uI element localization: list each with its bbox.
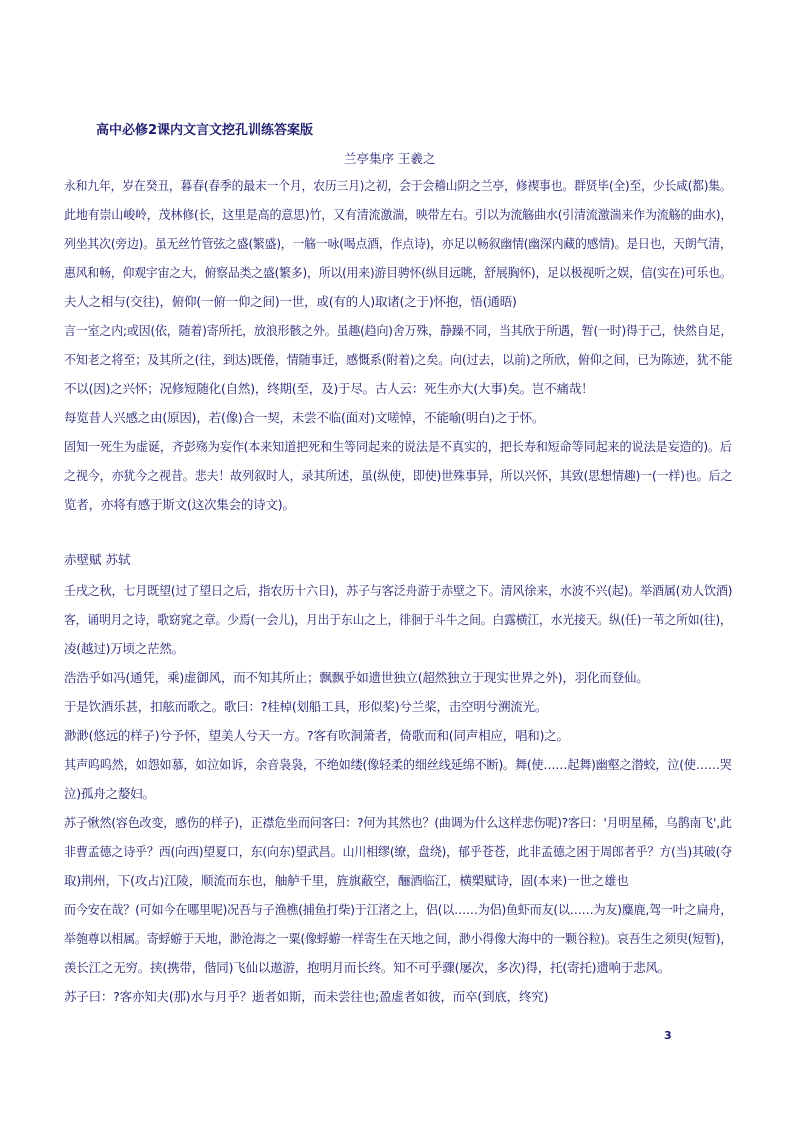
page-number: 3 [664,1029,672,1042]
section-heading-chibi: 赤壁赋 苏轼 [64,552,131,567]
text-line: 客，诵明月之诗，歌窈窕之章。少焉(一会儿)，月出于东山之上，徘徊于斗牛之间。白露横江，水光接天。纵(任)一苇之所如(往)， [64,612,732,627]
text-line: 夫人之相与(交往)，俯仰(一俯一仰之间)一世，或(有的人)取诸(之于)怀抱，悟(通晤) [64,294,517,309]
text-line: 其声呜呜然，如怨如慕，如泣如诉，余音袅袅，不绝如缕(像轻柔的细丝线延绵不断)。舞(使……起舞)幽壑之潜蛟，泣(使……哭 [64,757,732,772]
text-line: 列坐其次(旁边)。虽无丝竹管弦之盛(繁盛)，一觞一咏(喝点酒，作点诗)，亦足以畅叙幽情(幽深内藏的感情)。是日也，天朗气清， [64,236,732,251]
text-line: 苏子愀然(容色改变，感伤的样子)，正襟危坐而问客曰：?何为其然也？(曲调为什么这样悲伤呢)?客曰：'月明星稀，乌鹊南飞',此 [64,815,732,830]
text-line: 此地有崇山峻岭，茂林修(长，这里是高的意思)竹，又有清流激湍，映带左右。引以为流觞曲水(引清流激湍来作为流觞的曲水)， [64,207,733,222]
text-line: 凌(越过)万顷之茫然。 [64,641,185,656]
text-line: 取)荆州，下(攻占)江陵，顺流而东也，舳舻千里，旌旗蔽空，酾酒临江，横槊赋诗，固(本来)一世之雄也 [64,873,629,888]
text-line: 浩浩乎如冯(通凭，乘)虚御风，而不知其所止；飘飘乎如遗世独立(超然独立于现实世界之外)，羽化而登仙。 [64,670,649,685]
text-line: 而今安在哉？(可如今在哪里呢)况吾与子渔樵(捕鱼打柴)于江渚之上，侣(以……为侣)鱼虾而友(以……为友)麋鹿,驾一叶之扁舟， [64,902,733,917]
text-line: 言一室之内;或因(依，随着)寄所托，放浪形骸之外。虽趣(趋向)舍万殊，静躁不同，当其欣于所遇，暂(一时)得于己，快然自足， [64,323,733,338]
text-line: 苏子曰：?客亦知夫(那)水与月乎？逝者如斯，而未尝往也;盈虚者如彼，而卒(到底，终究) [64,989,549,1004]
text-line: 览者，亦将有感于斯文(这次集会的诗文)。 [64,497,295,512]
text-line: 渺渺(悠远的样子)兮予怀，望美人兮天一方。?客有吹洞箫者，倚歌而和(同声相应，唱和)之。 [64,728,569,743]
text-line: 每览昔人兴感之由(原因)，若(像)合一契，未尝不临(面对)文嗟悼，不能喻(明白)之于怀。 [64,410,545,425]
text-line: 非曹孟德之诗乎？西(向西)望夏口，东(向东)望武昌。山川相缪(缭，盘绕)，郁乎苍苍，此非孟德之困于周郎者乎？方(当)其破(夺 [64,844,732,859]
text-line: 于是饮酒乐甚，扣舷而歌之。歌曰：?桂棹(划船工具，形似桨)兮兰桨，击空明兮溯流光。 [64,699,548,714]
text-line: 不以(因)之兴怀；况修短随化(自然)，终期(至，及)于尽。古人云：死生亦大(大事)矣。岂不痛哉！ [64,381,594,396]
text-line: 泣)孤舟之嫠妇。 [64,786,155,801]
text-line: 举匏尊以相属。寄蜉蝣于天地，渺沧海之一粟(像蜉蝣一样寄生在天地之间，渺小得像大海中的一颗谷粒)。哀吾生之须臾(短暂)， [64,931,733,946]
text-line: 羡长江之无穷。挟(携带，偕同)飞仙以遨游，抱明月而长终。知不可乎骤(屡次，多次)得，托(寄托)遗响于悲风。 [64,960,671,975]
text-line: 之视今，亦犹今之视昔。悲夫！故列叙时人，录其所述，虽(纵使，即使)世殊事异，所以兴怀，其致(思想情趣)一(一样)也。后之 [64,468,733,483]
document-title: 高中必修2课内文言文挖孔训练答案版 [96,123,314,138]
text-line: 永和九年，岁在癸丑，暮春(春季的最末一个月，农历三月)之初，会于会稽山阴之兰亭，修禊事也。群贤毕(全)至，少长咸(都)集。 [64,178,732,193]
text-line: 壬戌之秋，七月既望(过了望日之后，指农历十六日)，苏子与客泛舟游于赤壁之下。清风徐来，水波不兴(起)。举酒属(劝人饮酒) [64,583,733,598]
text-line: 不知老之将至；及其所之(往，到达)既倦，情随事迁，感慨系(附着)之矣。向(过去，以前)之所欣，俯仰之间，已为陈迹，犹不能 [64,352,733,367]
section-heading-lanting: 兰亭集序 王羲之 [344,151,436,166]
text-line: 惠风和畅，仰观宇宙之大，俯察品类之盛(繁多)，所以(用来)游目骋怀(纵目远眺，舒展胸怀)，足以极视听之娱，信(实在)可乐也。 [64,265,732,280]
text-line: 固知一死生为虚诞，齐彭殇为妄作(本来知道把死和生等同起来的说法是不真实的，把长寿和短命等同起来的说法是妄造的)。后 [64,439,732,454]
